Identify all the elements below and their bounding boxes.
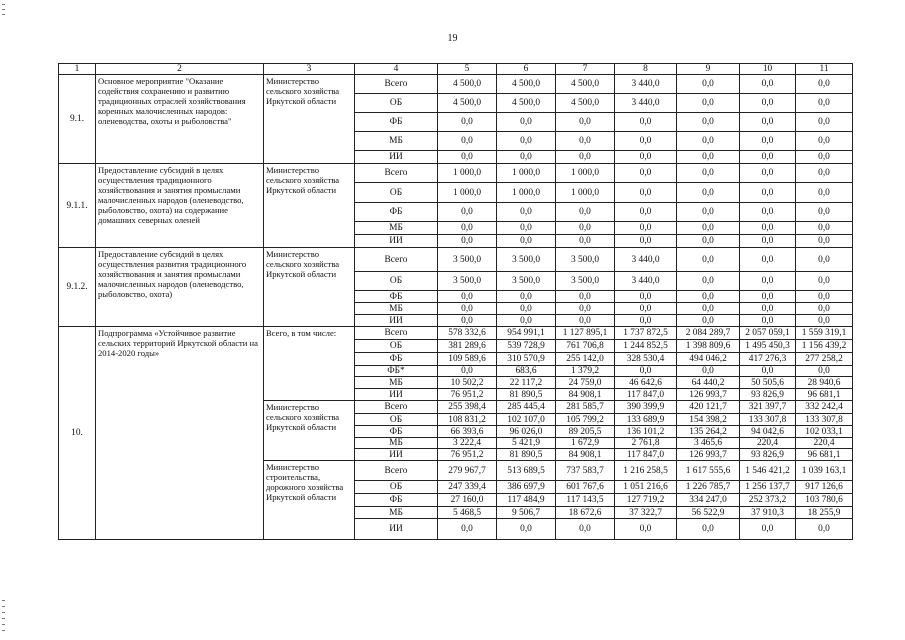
item-name: Подпрограмма «Устойчивое развитие сельских территорий Иркутской области на 2014-2020 годы» bbox=[96, 327, 264, 540]
value-cell: 50 505,6 bbox=[740, 377, 796, 389]
value-cell: 133 307,8 bbox=[740, 414, 796, 426]
page-number: 19 bbox=[447, 33, 458, 44]
funding-source: МБ bbox=[355, 377, 438, 389]
value-cell: 0,0 bbox=[796, 303, 853, 315]
value-cell: 3 222,4 bbox=[438, 438, 497, 449]
table-row bbox=[59, 327, 853, 340]
value-cell: 0,0 bbox=[497, 315, 556, 327]
value-cell: 247 339,4 bbox=[438, 481, 497, 494]
value-cell: 37 910,3 bbox=[740, 507, 796, 519]
value-cell: 0,0 bbox=[740, 303, 796, 315]
value-cell: 0,0 bbox=[438, 303, 497, 315]
value-cell: 683,6 bbox=[497, 366, 556, 377]
value-cell: 0,0 bbox=[438, 203, 497, 222]
value-cell: 0,0 bbox=[677, 94, 740, 113]
header-cell: 5 bbox=[438, 64, 497, 75]
funding-source: Всего bbox=[355, 401, 438, 414]
item-number: 9.1.1. bbox=[59, 164, 96, 248]
value-cell: 0,0 bbox=[796, 75, 853, 94]
value-cell: 0,0 bbox=[497, 151, 556, 164]
value-cell: 3 500,0 bbox=[556, 272, 615, 291]
value-cell: 0,0 bbox=[677, 164, 740, 183]
funding-source: ИИ bbox=[355, 519, 438, 540]
item-name: Предоставление субсидий в целях осуществления развития традиционного хозяйствования и занятия промыслами малочисленных народов (оленеводство, рыболовство, охота) bbox=[96, 248, 264, 327]
value-cell: 0,0 bbox=[740, 203, 796, 222]
value-cell: 0,0 bbox=[497, 519, 556, 540]
table-row bbox=[59, 164, 853, 183]
value-cell: 84 908,1 bbox=[556, 389, 615, 401]
value-cell: 4 500,0 bbox=[556, 75, 615, 94]
value-cell: 0,0 bbox=[438, 113, 497, 132]
value-cell: 0,0 bbox=[497, 222, 556, 235]
value-cell: 1 127 895,1 bbox=[556, 327, 615, 340]
value-cell: 4 500,0 bbox=[438, 75, 497, 94]
value-cell: 5 468,5 bbox=[438, 507, 497, 519]
value-cell: 3 500,0 bbox=[556, 248, 615, 272]
value-cell: 0,0 bbox=[677, 151, 740, 164]
value-cell: 93 826,9 bbox=[740, 389, 796, 401]
header-cell: 8 bbox=[615, 64, 677, 75]
funding-source: ИИ bbox=[355, 449, 438, 461]
value-cell: 1 039 163,1 bbox=[796, 461, 853, 481]
value-cell: 1 737 872,5 bbox=[615, 327, 677, 340]
funding-source: ОБ bbox=[355, 340, 438, 353]
value-cell: 0,0 bbox=[796, 183, 853, 203]
value-cell: 1 546 421,2 bbox=[740, 461, 796, 481]
header-cell: 4 bbox=[355, 64, 438, 75]
margin-marks bbox=[2, 0, 8, 640]
value-cell: 0,0 bbox=[796, 94, 853, 113]
value-cell: 917 126,6 bbox=[796, 481, 853, 494]
value-cell: 89 205,5 bbox=[556, 426, 615, 438]
funding-source: ОБ bbox=[355, 414, 438, 426]
value-cell: 3 500,0 bbox=[438, 248, 497, 272]
value-cell: 332 242,4 bbox=[796, 401, 853, 414]
value-cell: 0,0 bbox=[796, 291, 853, 303]
value-cell: 0,0 bbox=[796, 519, 853, 540]
value-cell: 0,0 bbox=[677, 366, 740, 377]
value-cell: 0,0 bbox=[556, 235, 615, 248]
header-cell: 9 bbox=[677, 64, 740, 75]
value-cell: 578 332,6 bbox=[438, 327, 497, 340]
funding-source: ФБ bbox=[355, 113, 438, 132]
value-cell: 0,0 bbox=[740, 272, 796, 291]
value-cell: 135 264,2 bbox=[677, 426, 740, 438]
funding-source: ОБ bbox=[355, 272, 438, 291]
value-cell: 0,0 bbox=[615, 164, 677, 183]
value-cell: 4 500,0 bbox=[497, 94, 556, 113]
funding-source: ФБ bbox=[355, 203, 438, 222]
value-cell: 0,0 bbox=[740, 366, 796, 377]
item-number: 9.1.2. bbox=[59, 248, 96, 327]
executor: Министерство сельского хозяйства Иркутской области bbox=[264, 164, 355, 248]
value-cell: 0,0 bbox=[796, 315, 853, 327]
value-cell: 0,0 bbox=[556, 222, 615, 235]
value-cell: 66 393,6 bbox=[438, 426, 497, 438]
value-cell: 1 559 319,1 bbox=[796, 327, 853, 340]
value-cell: 0,0 bbox=[556, 203, 615, 222]
value-cell: 310 570,9 bbox=[497, 353, 556, 366]
funding-source: МБ bbox=[355, 507, 438, 519]
value-cell: 0,0 bbox=[615, 235, 677, 248]
value-cell: 0,0 bbox=[615, 303, 677, 315]
value-cell: 494 046,2 bbox=[677, 353, 740, 366]
value-cell: 0,0 bbox=[740, 519, 796, 540]
value-cell: 1 216 258,5 bbox=[615, 461, 677, 481]
value-cell: 1 000,0 bbox=[556, 183, 615, 203]
executor: Министерство сельского хозяйства Иркутской области bbox=[264, 248, 355, 327]
value-cell: 0,0 bbox=[740, 164, 796, 183]
value-cell: 96 026,0 bbox=[497, 426, 556, 438]
funding-source: ИИ bbox=[355, 389, 438, 401]
value-cell: 0,0 bbox=[556, 151, 615, 164]
value-cell: 1 226 785,7 bbox=[677, 481, 740, 494]
value-cell: 1 398 809,6 bbox=[677, 340, 740, 353]
value-cell: 321 397,7 bbox=[740, 401, 796, 414]
funding-source: ИИ bbox=[355, 315, 438, 327]
value-cell: 9 506,7 bbox=[497, 507, 556, 519]
value-cell: 154 398,2 bbox=[677, 414, 740, 426]
value-cell: 0,0 bbox=[615, 315, 677, 327]
value-cell: 0,0 bbox=[677, 132, 740, 151]
value-cell: 279 967,7 bbox=[438, 461, 497, 481]
funding-source: ФБ bbox=[355, 494, 438, 507]
value-cell: 3 500,0 bbox=[497, 248, 556, 272]
value-cell: 0,0 bbox=[796, 272, 853, 291]
value-cell: 24 759,0 bbox=[556, 377, 615, 389]
value-cell: 1 672,9 bbox=[556, 438, 615, 449]
value-cell: 108 831,2 bbox=[438, 414, 497, 426]
header-cell: 6 bbox=[497, 64, 556, 75]
value-cell: 0,0 bbox=[796, 132, 853, 151]
value-cell: 1 495 450,3 bbox=[740, 340, 796, 353]
value-cell: 0,0 bbox=[677, 303, 740, 315]
value-cell: 954 991,1 bbox=[497, 327, 556, 340]
value-cell: 0,0 bbox=[796, 222, 853, 235]
value-cell: 0,0 bbox=[438, 291, 497, 303]
value-cell: 1 000,0 bbox=[438, 164, 497, 183]
value-cell: 0,0 bbox=[740, 94, 796, 113]
value-cell: 252 373,2 bbox=[740, 494, 796, 507]
table-row bbox=[59, 248, 853, 272]
value-cell: 0,0 bbox=[740, 235, 796, 248]
item-number: 9.1. bbox=[59, 75, 96, 164]
value-cell: 0,0 bbox=[438, 235, 497, 248]
budget-table bbox=[58, 63, 853, 540]
header-cell: 10 bbox=[740, 64, 796, 75]
value-cell: 539 728,9 bbox=[497, 340, 556, 353]
value-cell: 76 951,2 bbox=[438, 389, 497, 401]
value-cell: 105 799,2 bbox=[556, 414, 615, 426]
value-cell: 386 697,9 bbox=[497, 481, 556, 494]
value-cell: 1 000,0 bbox=[497, 164, 556, 183]
value-cell: 0,0 bbox=[615, 291, 677, 303]
value-cell: 0,0 bbox=[497, 291, 556, 303]
value-cell: 0,0 bbox=[796, 164, 853, 183]
value-cell: 4 500,0 bbox=[556, 94, 615, 113]
value-cell: 3 465,6 bbox=[677, 438, 740, 449]
value-cell: 1 051 216,6 bbox=[615, 481, 677, 494]
value-cell: 0,0 bbox=[740, 183, 796, 203]
value-cell: 133 307,8 bbox=[796, 414, 853, 426]
value-cell: 220,4 bbox=[740, 438, 796, 449]
value-cell: 0,0 bbox=[677, 235, 740, 248]
value-cell: 10 502,2 bbox=[438, 377, 497, 389]
value-cell: 737 583,7 bbox=[556, 461, 615, 481]
value-cell: 0,0 bbox=[740, 75, 796, 94]
value-cell: 109 589,6 bbox=[438, 353, 497, 366]
value-cell: 0,0 bbox=[615, 519, 677, 540]
value-cell: 46 642,6 bbox=[615, 377, 677, 389]
value-cell: 3 500,0 bbox=[438, 272, 497, 291]
value-cell: 1 256 137,7 bbox=[740, 481, 796, 494]
value-cell: 334 247,0 bbox=[677, 494, 740, 507]
value-cell: 0,0 bbox=[677, 222, 740, 235]
executor: Всего, в том числе: bbox=[264, 327, 355, 401]
item-name: Основное мероприятие "Оказание содействия сохранению и развитию традиционных отраслей хозяйствования коренных малочисленных народов: оленеводства, охоты и рыболовства" bbox=[96, 75, 264, 164]
value-cell: 0,0 bbox=[438, 132, 497, 151]
value-cell: 136 101,2 bbox=[615, 426, 677, 438]
value-cell: 22 117,2 bbox=[497, 377, 556, 389]
value-cell: 381 289,6 bbox=[438, 340, 497, 353]
funding-source: ФБ* bbox=[355, 366, 438, 377]
value-cell: 0,0 bbox=[796, 151, 853, 164]
value-cell: 117 847,0 bbox=[615, 389, 677, 401]
value-cell: 0,0 bbox=[615, 183, 677, 203]
value-cell: 0,0 bbox=[615, 222, 677, 235]
value-cell: 761 706,8 bbox=[556, 340, 615, 353]
value-cell: 102 033,1 bbox=[796, 426, 853, 438]
value-cell: 117 484,9 bbox=[497, 494, 556, 507]
value-cell: 133 689,9 bbox=[615, 414, 677, 426]
value-cell: 1 244 852,5 bbox=[615, 340, 677, 353]
value-cell: 0,0 bbox=[438, 519, 497, 540]
value-cell: 1 000,0 bbox=[438, 183, 497, 203]
value-cell: 0,0 bbox=[615, 113, 677, 132]
value-cell: 0,0 bbox=[677, 183, 740, 203]
funding-source: МБ bbox=[355, 222, 438, 235]
header-cell: 1 bbox=[59, 64, 96, 75]
value-cell: 1 156 439,2 bbox=[796, 340, 853, 353]
header-cell: 11 bbox=[796, 64, 853, 75]
value-cell: 96 681,1 bbox=[796, 389, 853, 401]
value-cell: 3 440,0 bbox=[615, 272, 677, 291]
value-cell: 0,0 bbox=[740, 132, 796, 151]
funding-source: Всего bbox=[355, 461, 438, 481]
value-cell: 0,0 bbox=[677, 248, 740, 272]
value-cell: 0,0 bbox=[556, 291, 615, 303]
value-cell: 1 379,2 bbox=[556, 366, 615, 377]
value-cell: 2 057 059,1 bbox=[740, 327, 796, 340]
funding-source: ОБ bbox=[355, 481, 438, 494]
funding-source: ФБ bbox=[355, 426, 438, 438]
value-cell: 0,0 bbox=[497, 235, 556, 248]
value-cell: 56 522,9 bbox=[677, 507, 740, 519]
value-cell: 3 500,0 bbox=[497, 272, 556, 291]
value-cell: 0,0 bbox=[497, 303, 556, 315]
value-cell: 0,0 bbox=[438, 366, 497, 377]
value-cell: 417 276,3 bbox=[740, 353, 796, 366]
value-cell: 0,0 bbox=[740, 291, 796, 303]
value-cell: 18 672,6 bbox=[556, 507, 615, 519]
funding-source: ОБ bbox=[355, 183, 438, 203]
value-cell: 255 142,0 bbox=[556, 353, 615, 366]
table-row bbox=[59, 75, 853, 94]
value-cell: 0,0 bbox=[677, 291, 740, 303]
value-cell: 255 398,4 bbox=[438, 401, 497, 414]
value-cell: 94 042,6 bbox=[740, 426, 796, 438]
value-cell: 3 440,0 bbox=[615, 94, 677, 113]
value-cell: 0,0 bbox=[677, 519, 740, 540]
value-cell: 28 940,6 bbox=[796, 377, 853, 389]
value-cell: 0,0 bbox=[556, 315, 615, 327]
value-cell: 328 530,4 bbox=[615, 353, 677, 366]
value-cell: 1 000,0 bbox=[556, 164, 615, 183]
value-cell: 0,0 bbox=[677, 203, 740, 222]
value-cell: 103 780,6 bbox=[796, 494, 853, 507]
funding-source: ИИ bbox=[355, 151, 438, 164]
value-cell: 2 761,8 bbox=[615, 438, 677, 449]
funding-source: ФБ bbox=[355, 291, 438, 303]
value-cell: 601 767,6 bbox=[556, 481, 615, 494]
value-cell: 420 121,7 bbox=[677, 401, 740, 414]
value-cell: 18 255,9 bbox=[796, 507, 853, 519]
funding-source: МБ bbox=[355, 303, 438, 315]
value-cell: 0,0 bbox=[556, 303, 615, 315]
value-cell: 117 143,5 bbox=[556, 494, 615, 507]
value-cell: 102 107,0 bbox=[497, 414, 556, 426]
item-name: Предоставление субсидий в целях осуществления традиционного хозяйствования и занятия промыслами малочисленных народов (оленеводство, рыболовство, охота) на содержание домашних северных оленей bbox=[96, 164, 264, 248]
value-cell: 27 160,0 bbox=[438, 494, 497, 507]
value-cell: 0,0 bbox=[677, 272, 740, 291]
value-cell: 96 681,1 bbox=[796, 449, 853, 461]
value-cell: 0,0 bbox=[438, 151, 497, 164]
value-cell: 3 440,0 bbox=[615, 75, 677, 94]
value-cell: 37 322,7 bbox=[615, 507, 677, 519]
table-body bbox=[59, 64, 853, 540]
value-cell: 117 847,0 bbox=[615, 449, 677, 461]
funding-source: Всего bbox=[355, 75, 438, 94]
value-cell: 0,0 bbox=[740, 113, 796, 132]
value-cell: 281 585,7 bbox=[556, 401, 615, 414]
executor: Министерство сельского хозяйства Иркутской области bbox=[264, 75, 355, 164]
funding-source: Всего bbox=[355, 164, 438, 183]
value-cell: 126 993,7 bbox=[677, 389, 740, 401]
value-cell: 0,0 bbox=[740, 248, 796, 272]
value-cell: 0,0 bbox=[615, 203, 677, 222]
executor: Министерство сельского хозяйства Иркутской области bbox=[264, 401, 355, 461]
value-cell: 127 719,2 bbox=[615, 494, 677, 507]
item-number: 10. bbox=[59, 327, 96, 540]
value-cell: 0,0 bbox=[796, 113, 853, 132]
value-cell: 126 993,7 bbox=[677, 449, 740, 461]
value-cell: 0,0 bbox=[677, 75, 740, 94]
value-cell: 0,0 bbox=[796, 366, 853, 377]
value-cell: 0,0 bbox=[796, 235, 853, 248]
value-cell: 0,0 bbox=[740, 151, 796, 164]
funding-source: МБ bbox=[355, 132, 438, 151]
funding-source: Всего bbox=[355, 248, 438, 272]
value-cell: 220,4 bbox=[796, 438, 853, 449]
value-cell: 0,0 bbox=[497, 203, 556, 222]
value-cell: 76 951,2 bbox=[438, 449, 497, 461]
value-cell: 1 000,0 bbox=[497, 183, 556, 203]
value-cell: 0,0 bbox=[677, 113, 740, 132]
value-cell: 5 421,9 bbox=[497, 438, 556, 449]
funding-source: ИИ bbox=[355, 235, 438, 248]
value-cell: 84 908,1 bbox=[556, 449, 615, 461]
value-cell: 277 258,2 bbox=[796, 353, 853, 366]
value-cell: 0,0 bbox=[740, 315, 796, 327]
header-cell: 3 bbox=[264, 64, 355, 75]
value-cell: 0,0 bbox=[556, 132, 615, 151]
value-cell: 0,0 bbox=[438, 315, 497, 327]
value-cell: 0,0 bbox=[615, 366, 677, 377]
value-cell: 1 617 555,6 bbox=[677, 461, 740, 481]
header-row bbox=[59, 64, 853, 75]
header-cell: 7 bbox=[556, 64, 615, 75]
value-cell: 0,0 bbox=[438, 222, 497, 235]
value-cell: 4 500,0 bbox=[497, 75, 556, 94]
value-cell: 0,0 bbox=[615, 132, 677, 151]
funding-source: МБ bbox=[355, 438, 438, 449]
value-cell: 0,0 bbox=[796, 248, 853, 272]
value-cell: 285 445,4 bbox=[497, 401, 556, 414]
value-cell: 0,0 bbox=[796, 203, 853, 222]
funding-source: Всего bbox=[355, 327, 438, 340]
value-cell: 0,0 bbox=[615, 151, 677, 164]
value-cell: 64 440,2 bbox=[677, 377, 740, 389]
funding-source: ОБ bbox=[355, 94, 438, 113]
value-cell: 0,0 bbox=[677, 315, 740, 327]
funding-source: ФБ bbox=[355, 353, 438, 366]
value-cell: 3 440,0 bbox=[615, 248, 677, 272]
value-cell: 390 399,9 bbox=[615, 401, 677, 414]
value-cell: 4 500,0 bbox=[438, 94, 497, 113]
value-cell: 2 084 289,7 bbox=[677, 327, 740, 340]
header-cell: 2 bbox=[96, 64, 264, 75]
value-cell: 0,0 bbox=[556, 519, 615, 540]
value-cell: 0,0 bbox=[497, 113, 556, 132]
value-cell: 81 890,5 bbox=[497, 449, 556, 461]
value-cell: 0,0 bbox=[740, 222, 796, 235]
value-cell: 513 689,5 bbox=[497, 461, 556, 481]
executor: Министерство строительства, дорожного хозяйства Иркутской области bbox=[264, 461, 355, 540]
value-cell: 0,0 bbox=[556, 113, 615, 132]
value-cell: 81 890,5 bbox=[497, 389, 556, 401]
value-cell: 93 826,9 bbox=[740, 449, 796, 461]
value-cell: 0,0 bbox=[497, 132, 556, 151]
